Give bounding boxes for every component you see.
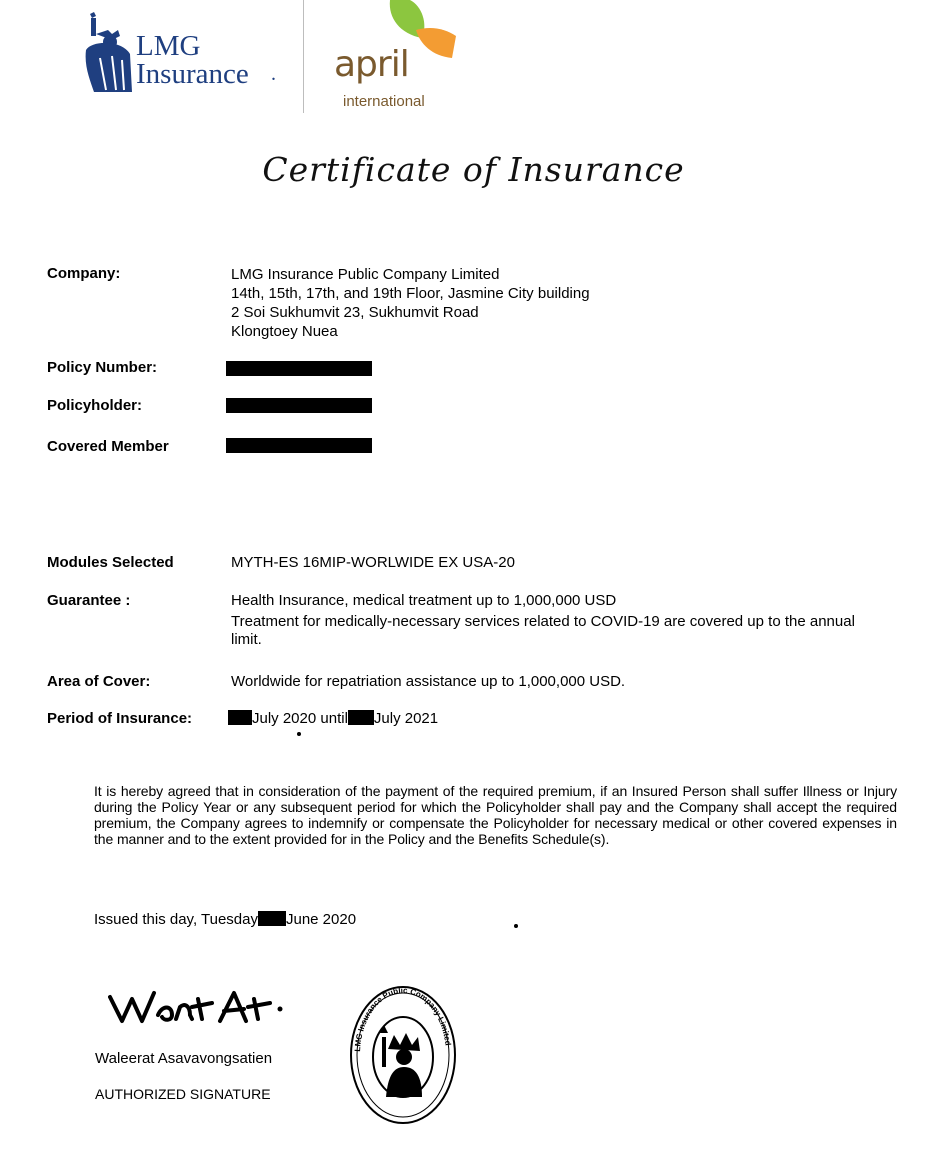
period-part2: July 2021 xyxy=(373,710,439,727)
lmg-logo-line1: LMG xyxy=(136,30,201,62)
period-start-redaction xyxy=(228,710,252,725)
signatory-title: AUTHORIZED SIGNATURE xyxy=(95,1086,271,1102)
april-logo-subtitle: international xyxy=(343,93,425,110)
period-part1: July 2020 until xyxy=(252,710,348,727)
guarantee-line1: Health Insurance, medical treatment up to 1,000,000 USD xyxy=(231,592,617,609)
company-line: Klongtoey Nuea xyxy=(231,323,338,340)
statue-of-liberty-icon xyxy=(72,10,134,92)
area-label: Area of Cover: xyxy=(47,673,151,690)
seal-text: LMG Insurance Public Company Limited xyxy=(353,985,453,1052)
company-label: Company: xyxy=(47,265,121,282)
period-end-redaction xyxy=(348,710,374,725)
page-title: Certificate of Insurance xyxy=(262,150,685,189)
stray-dot xyxy=(514,924,518,928)
covered-member-label: Covered Member xyxy=(47,438,169,455)
lmg-logo-line2: Insurance xyxy=(136,58,249,90)
lmg-logo xyxy=(72,10,287,95)
stray-dot xyxy=(297,732,301,736)
policyholder-redaction xyxy=(226,398,372,413)
company-line: LMG Insurance Public Company Limited xyxy=(231,266,500,283)
period-label: Period of Insurance: xyxy=(47,710,193,727)
guarantee-line2: Treatment for medically-necessary services related to COVID-19 are covered up to the annual limit. xyxy=(231,613,855,648)
policyholder-label: Policyholder: xyxy=(47,397,143,414)
agreement-paragraph: It is hereby agreed that in consideration of the payment of the required premium, if an Insured Person shall suffer Illness or Injury during the Policy Year or any subsequent period for which the Policyholder shall pay and the Company shall accept the required premium, the Company agrees to indemnify or compensate the Policyholder for necessary medical or other covered expenses in the manner and to the extent provided for in the Policy and the Benefits Schedule(s). xyxy=(94,783,897,847)
company-address xyxy=(231,265,590,341)
lmg-logo-registered: . xyxy=(271,63,276,85)
company-line: 2 Soi Sukhumvit 23, Sukhumvit Road xyxy=(231,304,479,321)
company-seal-stamp xyxy=(348,985,458,1125)
issued-prefix: Issued this day, Tuesday xyxy=(94,911,258,928)
modules-value: MYTH-ES 16MIP-WORLWIDE EX USA-20 xyxy=(231,554,515,571)
guarantee-label: Guarantee : xyxy=(47,592,131,609)
company-line: 14th, 15th, 17th, and 19th Floor, Jasmine City building xyxy=(231,285,590,302)
policy-number-redaction xyxy=(226,361,372,376)
signature-scribble xyxy=(108,985,288,1030)
issued-suffix: June 2020 xyxy=(285,911,357,928)
period-value xyxy=(228,709,438,728)
area-value: Worldwide for repatriation assistance up to 1,000,000 USD. xyxy=(231,673,626,690)
logo-divider xyxy=(303,0,304,113)
april-logo xyxy=(330,0,470,112)
april-logo-name: april xyxy=(334,44,409,85)
signatory-name: Waleerat Asavavongsatien xyxy=(95,1050,273,1067)
policy-number-label: Policy Number: xyxy=(47,359,158,376)
covered-member-redaction xyxy=(226,438,372,453)
issued-day-redaction xyxy=(258,911,286,926)
issued-line xyxy=(94,910,356,929)
modules-label: Modules Selected xyxy=(47,554,174,571)
